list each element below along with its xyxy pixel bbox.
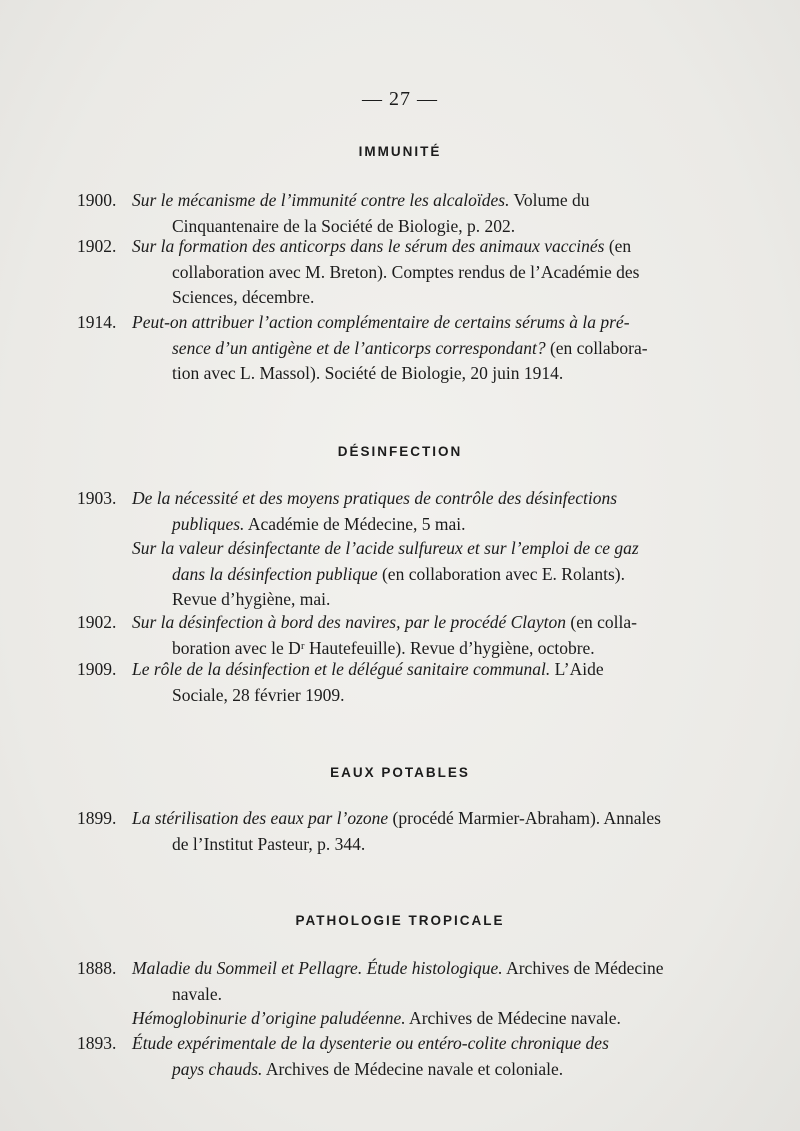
entry-text: Sciences, décembre. <box>172 287 315 307</box>
entry-title: Sur la valeur désinfectante de l’acide sulfureux et sur l’emploi de ce gaz <box>132 538 639 558</box>
entry-text: navale. <box>172 983 223 1004</box>
entry-text: Académie de Médecine, 5 mai. <box>244 513 466 534</box>
bibliography-entry <box>77 1006 697 1032</box>
section-title-desinfection: DÉSINFECTION <box>337 444 463 459</box>
bibliography-entry <box>77 486 697 537</box>
entry-year: 1914. <box>77 312 117 332</box>
entry-text: (en <box>604 236 632 256</box>
bibliography-entry <box>77 310 697 387</box>
bibliography-entry <box>77 536 697 613</box>
entry-title: La stérilisation des eaux par l’ozone <box>132 808 389 828</box>
bibliography-entry <box>77 806 697 857</box>
section-title-immunite: IMMUNITÉ <box>358 144 442 159</box>
entry-title: Sur la désinfection à bord des navires, par le procédé Clayton <box>132 612 567 632</box>
entry-year: 1909. <box>77 659 117 679</box>
entry-text: Sociale, 28 février 1909. <box>172 684 345 705</box>
entry-title: Sur la formation des anticorps dans le sérum des animaux vaccinés <box>132 236 605 256</box>
entry-year: 1903. <box>77 488 117 508</box>
section-title-pathologie-tropicale: PATHOLOGIE TROPICALE <box>295 913 505 928</box>
entry-text: (procédé Marmier-Abraham). Annales <box>388 808 661 828</box>
bibliography-entry <box>77 234 697 311</box>
entry-title: dans la désinfection publique <box>172 563 378 584</box>
entry-title: De la nécessité et des moyens pratiques de contrôle des désinfections <box>132 488 618 508</box>
entry-text: (en collaboration avec E. Rolants). <box>377 563 625 584</box>
bibliography-entry <box>77 1031 697 1082</box>
entry-title: sence d’un antigène et de l’anticorps correspondant? <box>172 337 546 358</box>
entry-title: publiques. <box>172 513 245 534</box>
section-title-eaux-potables: EAUX POTABLES <box>330 765 470 780</box>
entry-title: Étude expérimentale de la dysenterie ou entéro-colite chronique des <box>132 1033 609 1053</box>
entry-text: Volume du <box>509 190 590 210</box>
entry-title: Le rôle de la désinfection et le délégué sanitaire communal. <box>132 659 551 679</box>
entry-year: 1893. <box>77 1033 117 1053</box>
entry-year: 1899. <box>77 808 117 828</box>
entry-text: boration avec le Dʳ Hautefeuille). Revue d’hygiène, octobre. <box>172 637 595 658</box>
entry-title: Maladie du Sommeil et Pellagre. Étude histologique. <box>132 958 503 978</box>
entry-year: 1888. <box>77 958 117 978</box>
entry-title: Hémoglobinurie d’origine paludéenne. <box>132 1008 406 1028</box>
entry-text: Archives de Médecine navale et coloniale. <box>262 1058 564 1079</box>
entry-year: 1902. <box>77 612 117 632</box>
entry-text: (en colla- <box>566 612 637 632</box>
entry-year: 1902. <box>77 236 117 256</box>
entry-text: Archives de Médecine <box>502 958 664 978</box>
entry-text: L’Aide <box>550 659 604 679</box>
bibliography-entry <box>77 610 697 661</box>
entry-text: Archives de Médecine navale. <box>405 1008 621 1028</box>
bibliography-entry <box>77 956 697 1007</box>
bibliography-entry <box>77 188 697 239</box>
entry-text: collaboration avec M. Breton). Comptes rendus de l’Académie des <box>172 261 640 282</box>
entry-title: Peut-on attribuer l’action complémentaire de certains sérums à la pré- <box>132 312 630 332</box>
entry-year: 1900. <box>77 190 117 210</box>
entry-text: Cinquantenaire de la Société de Biologie, p. 202. <box>172 215 516 236</box>
bibliography-entry <box>77 657 697 708</box>
entry-title: pays chauds. <box>172 1058 263 1079</box>
page-number: — 27 — <box>362 88 438 110</box>
entry-text: (en collabora- <box>545 337 648 358</box>
entry-text: Revue d’hygiène, mai. <box>172 589 331 609</box>
entry-text: de l’Institut Pasteur, p. 344. <box>172 833 366 854</box>
entry-text: tion avec L. Massol). Société de Biologie, 20 juin 1914. <box>172 363 564 383</box>
entry-title: Sur le mécanisme de l’immunité contre les alcaloïdes. <box>132 190 510 210</box>
